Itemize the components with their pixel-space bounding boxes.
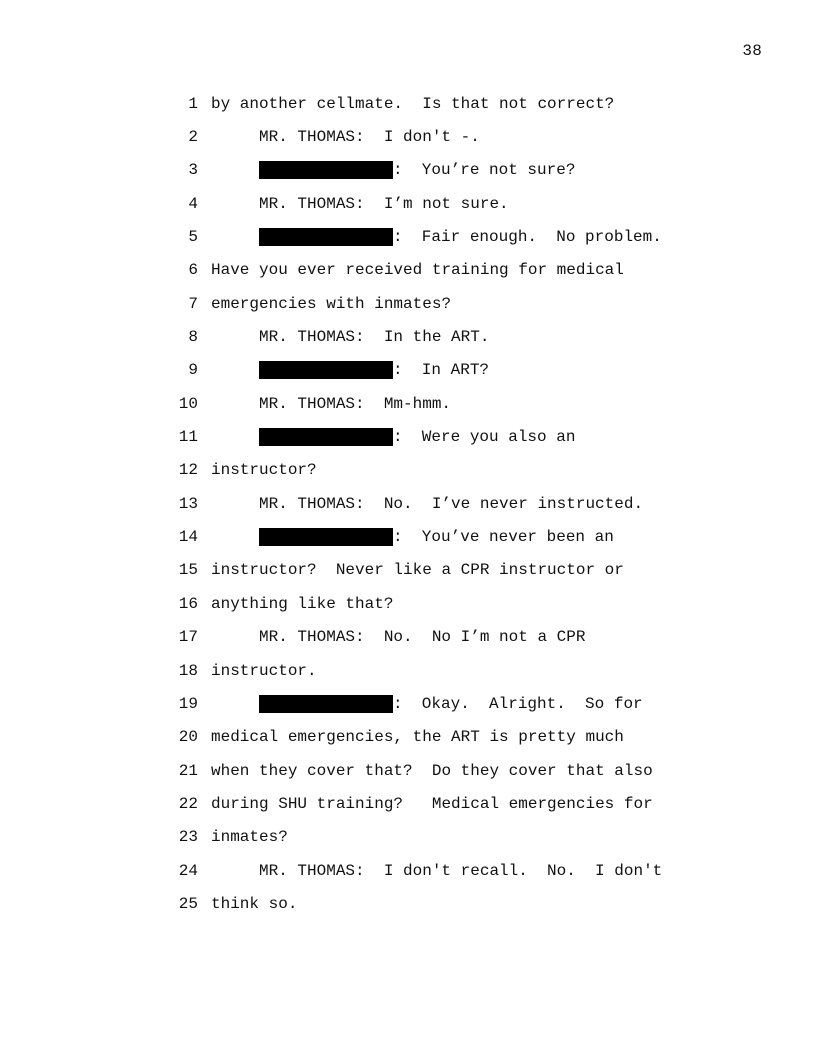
line-content [211,561,624,579]
line-text: Have you ever received training for medical [211,261,624,280]
line-text: : In ART? [393,361,490,380]
redacted-speaker-name [259,161,393,179]
line-text: inmates? [211,828,288,847]
transcript-line [170,254,730,287]
transcript-line [170,454,730,487]
line-number: 16 [178,594,198,613]
line-content [211,161,575,179]
transcript-line [170,520,730,553]
line-content [211,895,297,913]
line-text: : Okay. Alright. So for [393,694,643,713]
line-number: 23 [178,828,198,847]
redacted-speaker-name [259,228,393,246]
line-number: 4 [188,194,198,213]
transcript-line [170,821,730,854]
transcript-line [170,787,730,820]
transcript-line [170,354,730,387]
line-text: medical emergencies, the ART is pretty much [211,728,624,747]
transcript-line [170,87,730,120]
line-content [211,728,624,746]
transcript-line [170,554,730,587]
line-number: 12 [178,461,198,480]
transcript-line [170,487,730,520]
line-text: when they cover that? Do they cover that also [211,761,653,780]
line-number: 15 [178,561,198,580]
transcript-line [170,854,730,887]
redacted-speaker-name [259,361,393,379]
line-content [211,195,509,213]
line-text: instructor. [211,661,317,680]
line-number: 19 [178,694,198,713]
transcript-line [170,287,730,320]
line-content [211,128,480,146]
line-content [211,795,653,813]
line-text: during SHU training? Medical emergencies for [211,794,653,813]
line-content [211,295,451,313]
line-number: 10 [178,394,198,413]
transcript-line [170,621,730,654]
line-content [211,461,317,479]
transcript-line [170,587,730,620]
line-number: 11 [178,428,198,447]
line-content [211,662,317,680]
line-number: 14 [178,528,198,547]
line-text: MR. THOMAS: I don't -. [259,128,480,147]
line-text: think so. [211,894,298,913]
line-number: 17 [178,628,198,647]
line-content [211,828,288,846]
line-text: anything like that? [211,594,394,613]
line-text: instructor? [211,461,317,480]
line-number: 6 [188,261,198,280]
transcript-body [170,87,730,921]
line-text: MR. THOMAS: I don't recall. No. I don't [259,861,663,880]
line-content [211,762,653,780]
line-number: 2 [188,128,198,147]
line-number: 22 [178,794,198,813]
line-text: MR. THOMAS: No. No I’m not a CPR [259,628,586,647]
transcript-line [170,120,730,153]
line-text: by another cellmate. Is that not correct? [211,94,615,113]
line-content [211,328,489,346]
transcript-line [170,887,730,920]
line-text: MR. THOMAS: In the ART. [259,328,490,347]
line-number: 9 [188,361,198,380]
line-content [211,261,624,279]
transcript-line [170,754,730,787]
line-number: 3 [188,161,198,180]
redacted-speaker-name [259,528,393,546]
line-content [211,695,643,713]
line-content [211,495,643,513]
line-number: 5 [188,228,198,247]
line-content [211,228,662,246]
line-number: 8 [188,328,198,347]
line-content [211,95,614,113]
redacted-speaker-name [259,695,393,713]
line-text: : Fair enough. No problem. [393,228,662,247]
line-number: 20 [178,728,198,747]
line-text: : You’re not sure? [393,161,576,180]
line-text: : Were you also an [393,428,576,447]
page-number: 38 [742,42,762,60]
line-text: emergencies with inmates? [211,294,452,313]
transcript-line [170,387,730,420]
line-content [211,862,662,880]
line-number: 13 [178,494,198,513]
line-number: 21 [178,761,198,780]
line-content [211,428,575,446]
line-number: 25 [178,894,198,913]
transcript-line [170,187,730,220]
line-number: 24 [178,861,198,880]
transcript-line [170,721,730,754]
transcript-line [170,654,730,687]
line-content [211,595,393,613]
transcript-line [170,320,730,353]
line-text: instructor? Never like a CPR instructor or [211,561,624,580]
transcript-line [170,420,730,453]
line-number: 7 [188,294,198,313]
line-text: MR. THOMAS: No. I’ve never instructed. [259,494,644,513]
line-text: MR. THOMAS: Mm-hmm. [259,394,452,413]
redacted-speaker-name [259,428,393,446]
transcript-line [170,220,730,253]
transcript-line [170,154,730,187]
line-number: 18 [178,661,198,680]
transcript-line [170,687,730,720]
line-text: MR. THOMAS: I’m not sure. [259,194,509,213]
line-content [211,528,614,546]
line-text: : You’ve never been an [393,528,614,547]
line-content [211,361,489,379]
line-content [211,628,585,646]
line-number: 1 [188,94,198,113]
line-content [211,395,451,413]
